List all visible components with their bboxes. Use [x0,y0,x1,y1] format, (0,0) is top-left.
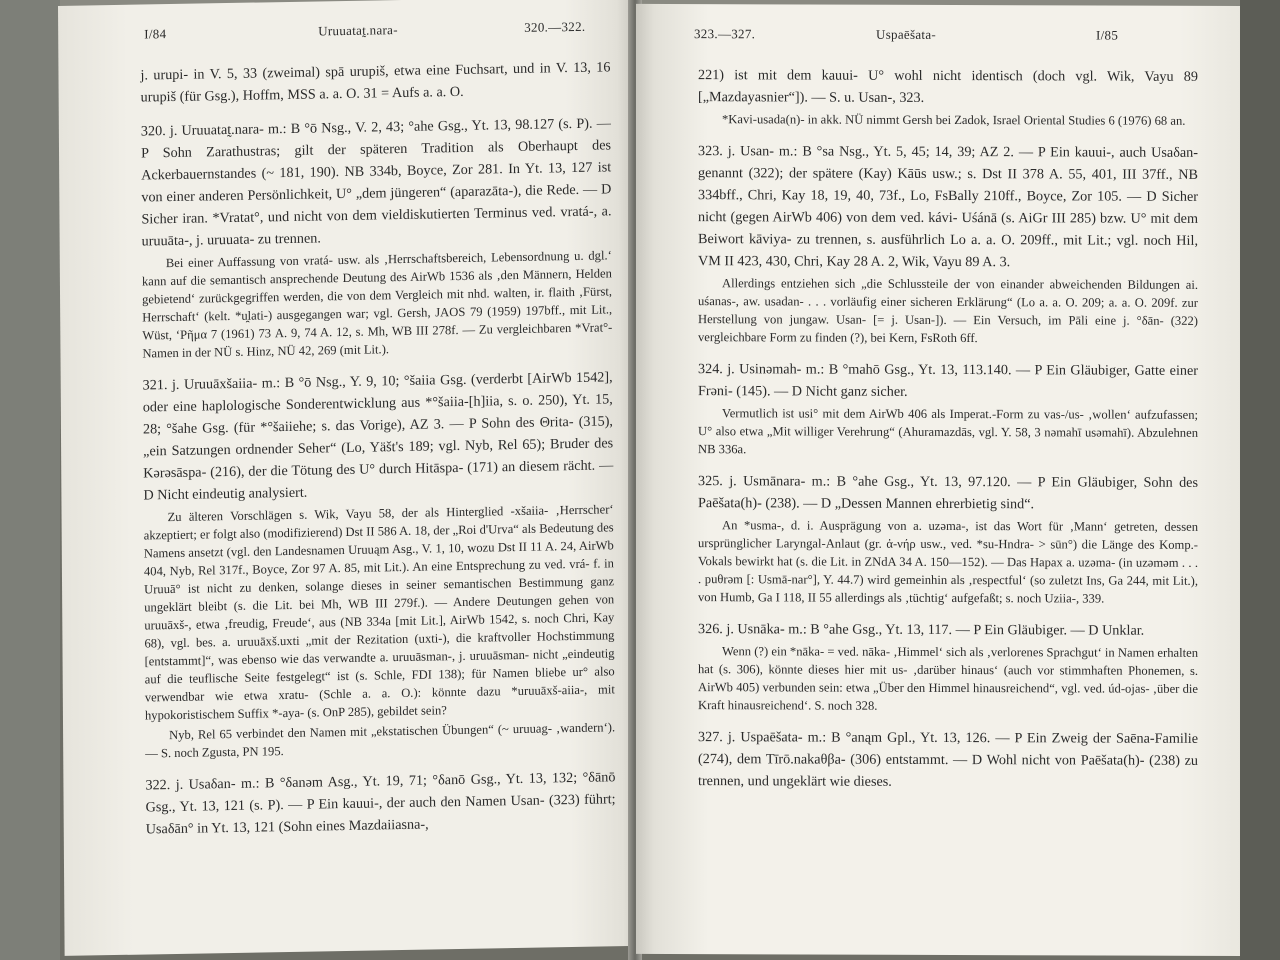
commentary-paragraph: Bei einer Auffassung von vratá- usw. als ‚Herrschaftsbereich, Lebensordnung u. dgl.‘ kann auf die semantisch ansprechende Deutung des AirWb 1536 als ‚den Männern, Helden gebietend‘ zurückgegriffen werden, die von dem Vergleich mit nhd. walten, ir. flaith ‚Fürst, Herrschaft‘ (kelt. *u̯lati-) ausgegangen war; vgl. Gersh, JAOS 79 (1959) 197bff., mit Lit., Wüst, ‘Pῆμα 7 (1961) 73 A. 9, 74 A. 12, s. Mh, WB III 278f. — Zu vergleichbaren *Vrat°-Namen in der NÜ s. Hinz, NÜ 42, 269 (mit Lit.). [141,248,613,361]
right-entry-range: 323.—327. [694,26,756,42]
right-page-number: I/85 [1096,27,1119,43]
entry-paragraph: 326. j. Usnāka- m.: B °ahe Gsg., Yt. 13, 117. — P Ein Gläubiger. — D Unklar. [698,621,1145,639]
left-entry-range: 320.—322. [524,18,586,35]
entry-paragraph: 325. j. Usmānara- m.: B °ahe Gsg., Yt. 13, 97.120. — P Ein Gläubiger, Sohn des Paēšata(h)- (238). — D „Dessen Mannen ehrerbietig sind“. [698,473,1198,513]
left-page [58,0,641,956]
entry-paragraph: 324. j. Usinəmah- m.: B °mahō Gsg., Yt. 13, 113.140. — P Ein Gläubiger, Gatte einer Frəni- (145). — D Nicht ganz sicher. [698,361,1198,400]
left-page-number: I/84 [144,26,167,42]
right-text-block [698,64,1198,796]
commentary-paragraph: Wenn (?) ein *nāka- = ved. nāka- ‚Himmel‘ sich als ‚verlorenes Sprachgut‘ in Namen erhalten hat (s. 306), könnte dieses hier mit us- ‚darüber hinaus‘ (auch vor stimmhaften Phonemen, s. AirWb 405) verbunden sein: etwa „Über den Himmel hinausreichend“, vgl. ved. úd-ojas- ‚über die Kraft hinausreichend‘. S. noch 328. [698,644,1198,713]
right-page [636,4,1240,956]
commentary-paragraph: *Kavi-usada(n)- in akk. NÜ nimmt Gersh bei Zadok, Israel Oriental Studies 6 (1976) 68 an. [722,112,1186,128]
background-left [0,0,60,960]
right-running-title: Uspaēšata- [876,26,937,42]
entry-paragraph: 322. j. Usaδan- m.: B °δanəm Asg., Yt. 19, 71; °δanō Gsg., Yt. 13, 132; °δānō Gsg., Yt. 13, 121 (s. P). — P Ein kauui-, der auch den Namen Usan- (323) führt; Usaδān° in Yt. 13, 121 (Sohn eines Mazdaiiasna-, [145,769,616,838]
right-running-head [636,26,1240,50]
left-running-title: Uruuatat̰.nara- [318,22,398,39]
commentary-paragraph: An *usma-, d. i. Ausprägung von a. uzəma-, ist das Wort für ‚Mann‘ getreten, dessen ursprünglicher Laryngal-Anlaut (gr. ἀ-νήρ usw., ved. *su-Hndra- > sūn°) die Länge des Komp.-Vokals bewirkt hat (s. die Lit. in ZNdA 34 A. 150—152). — Das Hapax a. uzəma- (in uzəməm . . . . puθrəm [: Usmā-nar°], Y. 44.7) wird gemeinhin als ‚respectful‘ (so zuletzt Ins, Ga 244, mit Lit.), von Humb, Ga I 118, II 55 allerdings als ‚tüchtig‘ aufgefaßt; s. noch Uziia-, 339. [698,518,1198,606]
left-text-block [140,56,615,842]
commentary-paragraph: Vermutlich ist usi° mit dem AirWb 406 als Imperat.-Form zu vas-/us- ‚wollen‘ aufzufassen; U° also etwa „Mit williger Verehrung“ (Ahuramazdās, vgl. Y. 58, 3 nəmahī usəmahī). Abzulehnen NB 336a. [698,406,1198,457]
entry-paragraph: 221) ist mit dem kauui- U° wohl nicht identisch (doch vgl. Wik, Vayu 89 [„Mazdayasnier“]). — S. u. Usan-, 323. [698,67,1198,106]
background-right [1240,0,1280,960]
commentary-paragraph: Allerdings entziehen sich „die Schlussteile der von einander abweichenden Bildungen ai. uśanas-, aw. usadan- . . . vorläufig einer sicheren Erklärung“ (Lo a. a. O. 209; a. a. O. 209f. zur Herstellung von jungaw. Usan- [= j. Usan-]). — Ein Versuch, im Pāli eine j. °δān- (322) vergleichbare Form zu finden (?), bei Kern, FsRoth 6ff. [698,276,1198,346]
entry-paragraph: 327. j. Uspaēšata- m.: B °anąm Gpl., Yt. 13, 126. — P Ein Zweig der Saēna-Familie (274), dem Tīrō.nakaθβa- (306) entstammt. — D Wohl nicht von Paēšata(h)- (238) zu trennen, und ungeklärt wie dieses. [698,729,1198,790]
commentary-paragraph: Zu älteren Vorschlägen s. Wik, Vayu 58, der als Hinterglied -xšaiia- ‚Herrscher‘ akzeptiert; er folgt also (modifizierend) Dst II 586 A. 18, der „Roi d'Urva“ als Bedeutung des Namens ansetzt (vgl. den Landesnamen Uruuąm Asg., V. 1, 10, wozu Dst II 11 A. 24, AirWb 404, Nyb, Rel 317f., Boyce, Zor 97 A. 85, mit Lit.). An eine Entsprechung zu ved. vrá- f. in Uruuā° ist nicht zu denken, solange dieses in seiner semantischen Bestimmung ganz ungeklärt bleibt (s. die Lit. bei Mh, WB III 279f.). — Andere Deutungen gehen von uruuāxš-, etwa ‚freudig, Freude‘, aus (NB 334a [mit Lit.], AirWb 1542, s. noch Chri, Kay 68), vgl. bes. a. uruuāxš.uxti „mit der Rezitation (uxti-), die kraftvoller Hochstimmung [entstammt]“, was ebenso wie das verwandte a. uruuāsman-, j. uruuāsman- nicht „eindeutig auf die teuflische Seite festgelegt“ ist (s. Schle, FDI 138); für Namen bliebe ur° also verwendbar wie etwa xratu- (Schle a. a. O.): könnte dazu *uruuāxš-aiia-, mit hypokoristischem Suffix *-aya- (s. OnP 285), gebildet sein? [143,502,615,723]
entry-paragraph: j. urupi- in V. 5, 33 (zweimal) spā urupiš, etwa eine Fuchsart, und in V. 13, 16 urupiš (für Gsg.), Hoffm, MSS a. a. O. 31 = Aufs a. a. O. [140,59,611,106]
left-running-head [58,18,634,50]
entry-paragraph: 321. j. Uruuāxšaiia- m.: B °ō Nsg., Y. 9, 10; °šaiia Gsg. (verderbt [AirWb 1542], oder eine haplologische Sonderentwicklung aus *°šaiia-[h]iia, s. o. 250), Yt. 15, 28; °šahe Gsg. (für *°šaiiehe; s. das Vorige), AZ 3. — P Sohn des Θrita- (315), „ein Satzungen ordnender Seher“ (Lo, Yäšt's 189; vgl. Nyb, Rel 65); Bruder des Kərəsāspa- (216), der die Tötung des U° durch Hitāspa- (171) an diesem rächt. — D Nicht eindeutig analysiert. [142,369,614,504]
entry-paragraph: 320. j. Uruuatat̰.nara- m.: B °ō Nsg., V. 2, 43; °ahe Gsg., Yt. 13, 98.127 (s. P). — P Sohn Zarathustras; gilt der späteren Tradition als Oberhaupt des Ackerbauernstandes (~ 181, 190). NB 334b, Boyce, Zor 281. In Yt. 13, 127 ist von einer anderen Persönlichkeit, U° „dem jüngeren“ (aparazāta-), die Rede. — D Sicher iran. *Vratat°, und nicht von dem vieldiskutierten Terminus ved. vratá-, a. uruuāta-, j. uruuata- zu trennen. [140,115,612,250]
entry-paragraph: 323. j. Usan- m.: B °sa Nsg., Yt. 5, 45; 14, 39; AZ 2. — P Ein kauui-, auch Usaδan- genannt (322); der spätere (Kay) Kāūs usw.; s. Dst II 378 A. 55, 401, III 37ff., NB 334bff., Chri, Kay 18, 19, 40, 73f., Lo, FsBally 210ff., Boyce, Zor 105. — D Sicher nicht (gegen AirWb 406) von dem ved. kávi- Uśánā (s. AiGr III 285) bzw. U° mit dem Beiwort kāviya- zu trennen, s. ausführlich Lo a. a. O. 209ff., mit Lit.; vgl. noch Hil, VM II 423, 430, Chri, Kay 28 A. 2, Wik, Vayu 89 A. 3. [698,143,1198,271]
commentary-paragraph: Nyb, Rel 65 verbindet den Namen mit „ekstatischen Übungen“ (~ uruuag- ‚wandern‘). — S. noch Zgusta, PN 195. [145,720,616,761]
